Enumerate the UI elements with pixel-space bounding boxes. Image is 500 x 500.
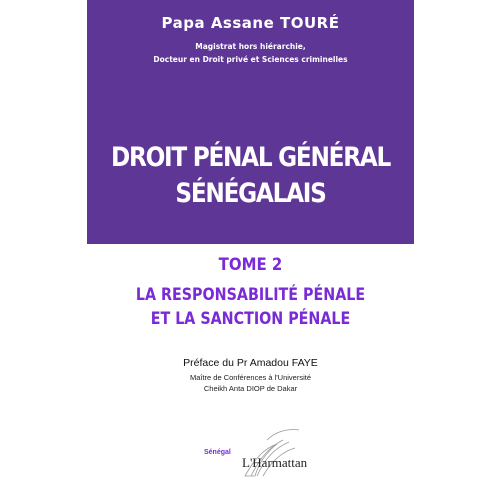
book-title-line2: SÉNÉGALAIS [175,178,326,209]
author-credentials [87,40,414,66]
author-credentials-line1: Magistrat hors hiérarchie, [195,42,306,51]
preface-detail-line2: Cheikh Anta DIOP de Dakar [203,384,298,393]
preface-heading: Préface du Pr Amadou FAYE [183,357,318,369]
tome-subtitle-line1: LA RESPONSABILITÉ PÉNALE [135,285,366,305]
tome-subtitle [113,283,388,331]
tome-subtitle-line2: ET LA SANCTION PÉNALE [150,309,351,329]
book-title-line1: DROIT PÉNAL GÉNÉRAL [111,142,390,173]
preface-detail [87,372,414,394]
publisher-name: L'Harmattan [242,455,308,470]
author-name: Papa Assane TOURÉ [161,14,340,32]
book-title [110,140,391,212]
author-credentials-line2: Docteur en Droit privé et Sciences criminelles [153,55,348,64]
book-cover [87,0,414,500]
cover-header-band [87,0,414,244]
preface-detail-line1: Maître de Conférences à l'Université [189,373,312,382]
tome-label: TOME 2 [218,255,283,275]
publisher-country: Sénégal [204,449,231,456]
